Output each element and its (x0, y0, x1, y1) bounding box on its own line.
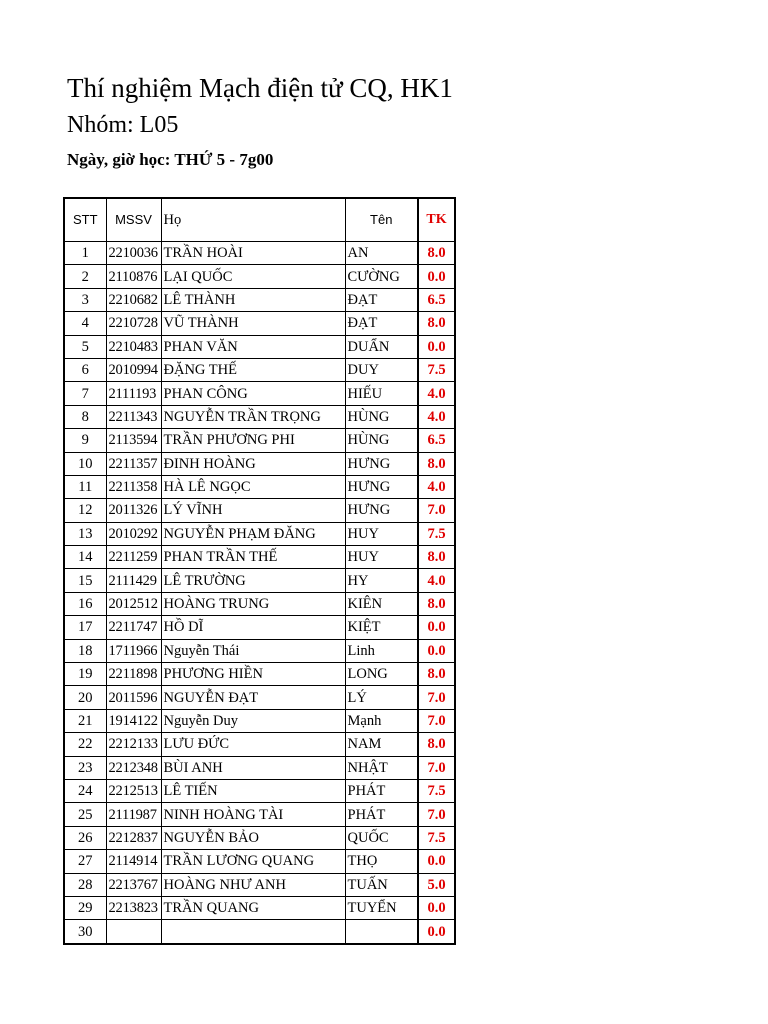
cell-ho: BÙI ANH (161, 756, 345, 779)
cell-ten: PHÁT (345, 779, 418, 802)
cell-stt: 10 (64, 452, 106, 475)
cell-stt: 6 (64, 358, 106, 381)
cell-ho: TRẦN LƯƠNG QUANG (161, 850, 345, 873)
table-row (64, 242, 455, 265)
table-row (64, 896, 455, 919)
table-row (64, 686, 455, 709)
header-ten: Tên (345, 198, 418, 242)
cell-ten: LÝ (345, 686, 418, 709)
cell-tk: 8.0 (418, 546, 455, 569)
cell-ten: THỌ (345, 850, 418, 873)
table-row (64, 382, 455, 405)
cell-mssv: 2010292 (106, 522, 161, 545)
table-row (64, 803, 455, 826)
cell-ho: HỒ DĨ (161, 616, 345, 639)
cell-stt: 1 (64, 242, 106, 265)
cell-ten: NHẬT (345, 756, 418, 779)
table-row (64, 920, 455, 944)
cell-ho: LẠI QUỐC (161, 265, 345, 288)
cell-ho: LÊ TIẾN (161, 779, 345, 802)
cell-tk: 7.0 (418, 709, 455, 732)
table-body (64, 242, 455, 944)
cell-ho: PHƯƠNG HIỀN (161, 663, 345, 686)
cell-stt: 9 (64, 429, 106, 452)
cell-ho (161, 920, 345, 944)
cell-tk: 0.0 (418, 639, 455, 662)
cell-stt: 28 (64, 873, 106, 896)
cell-ho: ĐINH HOÀNG (161, 452, 345, 475)
cell-mssv: 2213767 (106, 873, 161, 896)
cell-ten: ĐẠT (345, 312, 418, 335)
table-row (64, 709, 455, 732)
cell-ten: HƯNG (345, 499, 418, 522)
cell-stt: 11 (64, 475, 106, 498)
cell-ten: HƯNG (345, 452, 418, 475)
group-label: Nhóm: L05 (67, 112, 179, 138)
cell-tk: 4.0 (418, 569, 455, 592)
table-row (64, 779, 455, 802)
cell-tk: 0.0 (418, 616, 455, 639)
table-row (64, 405, 455, 428)
cell-stt: 21 (64, 709, 106, 732)
cell-ho: PHAN TRẦN THẾ (161, 546, 345, 569)
cell-ho: Nguyễn Thái (161, 639, 345, 662)
cell-mssv: 2212133 (106, 733, 161, 756)
cell-mssv: 2010994 (106, 358, 161, 381)
cell-ho: ĐẶNG THẾ (161, 358, 345, 381)
header-stt: STT (64, 198, 106, 242)
cell-tk: 6.5 (418, 288, 455, 311)
table-row (64, 499, 455, 522)
cell-tk: 4.0 (418, 475, 455, 498)
cell-mssv: 2111193 (106, 382, 161, 405)
table-row (64, 639, 455, 662)
table-row (64, 592, 455, 615)
cell-ten: HUY (345, 546, 418, 569)
cell-tk: 0.0 (418, 896, 455, 919)
cell-mssv: 2111987 (106, 803, 161, 826)
table-row (64, 873, 455, 896)
cell-mssv: 2211343 (106, 405, 161, 428)
cell-mssv: 2211898 (106, 663, 161, 686)
cell-ho: NGUYỄN TRẦN TRỌNG (161, 405, 345, 428)
cell-tk: 7.0 (418, 686, 455, 709)
cell-mssv: 2210036 (106, 242, 161, 265)
cell-tk: 7.5 (418, 826, 455, 849)
cell-tk: 4.0 (418, 405, 455, 428)
cell-stt: 8 (64, 405, 106, 428)
document-title-container (67, 72, 453, 104)
cell-mssv: 2210483 (106, 335, 161, 358)
cell-ho: VŨ THÀNH (161, 312, 345, 335)
cell-mssv: 2210682 (106, 288, 161, 311)
student-roster-table (63, 197, 456, 945)
table-row (64, 546, 455, 569)
cell-tk: 0.0 (418, 335, 455, 358)
cell-ho: LƯU ĐỨC (161, 733, 345, 756)
cell-ho: HOÀNG TRUNG (161, 592, 345, 615)
cell-ho: TRẦN PHƯƠNG PHI (161, 429, 345, 452)
cell-stt: 18 (64, 639, 106, 662)
cell-ten: ĐẠT (345, 288, 418, 311)
table-row (64, 335, 455, 358)
cell-stt: 3 (64, 288, 106, 311)
cell-mssv: 2011326 (106, 499, 161, 522)
cell-stt: 26 (64, 826, 106, 849)
table-header-row (64, 198, 455, 242)
cell-stt: 5 (64, 335, 106, 358)
cell-ten: HY (345, 569, 418, 592)
table-row (64, 429, 455, 452)
cell-ho: HOÀNG NHƯ ANH (161, 873, 345, 896)
cell-ho: NGUYỄN BẢO (161, 826, 345, 849)
table-row (64, 663, 455, 686)
cell-tk: 7.0 (418, 756, 455, 779)
cell-tk: 7.5 (418, 522, 455, 545)
cell-tk: 8.0 (418, 312, 455, 335)
cell-mssv (106, 920, 161, 944)
cell-tk: 0.0 (418, 850, 455, 873)
cell-tk: 7.5 (418, 779, 455, 802)
cell-mssv: 2211259 (106, 546, 161, 569)
cell-ten: Mạnh (345, 709, 418, 732)
cell-tk: 8.0 (418, 242, 455, 265)
cell-mssv: 2211747 (106, 616, 161, 639)
cell-ho: PHAN CÔNG (161, 382, 345, 405)
cell-stt: 27 (64, 850, 106, 873)
cell-tk: 4.0 (418, 382, 455, 405)
cell-tk: 5.0 (418, 873, 455, 896)
cell-tk: 6.5 (418, 429, 455, 452)
table-row (64, 475, 455, 498)
cell-ho: Nguyễn Duy (161, 709, 345, 732)
cell-ten: HIẾU (345, 382, 418, 405)
cell-mssv: 2012512 (106, 592, 161, 615)
cell-ten: PHÁT (345, 803, 418, 826)
cell-stt: 13 (64, 522, 106, 545)
cell-tk: 8.0 (418, 733, 455, 756)
table-row (64, 756, 455, 779)
cell-ten: HƯNG (345, 475, 418, 498)
cell-mssv: 1914122 (106, 709, 161, 732)
cell-mssv: 2211357 (106, 452, 161, 475)
table-row (64, 452, 455, 475)
cell-stt: 7 (64, 382, 106, 405)
cell-ten: DUY (345, 358, 418, 381)
cell-ten: Linh (345, 639, 418, 662)
cell-ten: CƯỜNG (345, 265, 418, 288)
cell-ten: HÙNG (345, 429, 418, 452)
cell-mssv: 1711966 (106, 639, 161, 662)
cell-ho: LÊ THÀNH (161, 288, 345, 311)
table-row (64, 312, 455, 335)
cell-stt: 24 (64, 779, 106, 802)
cell-mssv: 2114914 (106, 850, 161, 873)
cell-mssv: 2113594 (106, 429, 161, 452)
cell-mssv: 2011596 (106, 686, 161, 709)
cell-ho: NGUYỄN PHẠM ĐĂNG (161, 522, 345, 545)
cell-ho: TRẦN HOÀI (161, 242, 345, 265)
table-row (64, 850, 455, 873)
table-row (64, 522, 455, 545)
cell-mssv: 2213823 (106, 896, 161, 919)
cell-mssv: 2212513 (106, 779, 161, 802)
cell-ten: TUẤN (345, 873, 418, 896)
cell-stt: 30 (64, 920, 106, 944)
cell-tk: 8.0 (418, 592, 455, 615)
cell-ho: NINH HOÀNG TÀI (161, 803, 345, 826)
cell-ho: LÊ TRƯỜNG (161, 569, 345, 592)
cell-stt: 16 (64, 592, 106, 615)
cell-ho: HÀ LÊ NGỌC (161, 475, 345, 498)
cell-ho: LÝ VĨNH (161, 499, 345, 522)
cell-ho: NGUYỄN ĐẠT (161, 686, 345, 709)
cell-stt: 12 (64, 499, 106, 522)
cell-tk: 0.0 (418, 265, 455, 288)
cell-tk: 0.0 (418, 920, 455, 944)
cell-mssv: 2111429 (106, 569, 161, 592)
cell-stt: 29 (64, 896, 106, 919)
header-mssv: MSSV (106, 198, 161, 242)
header-ho: Họ (161, 198, 345, 242)
cell-ten: DUẨN (345, 335, 418, 358)
table-row (64, 358, 455, 381)
cell-mssv: 2110876 (106, 265, 161, 288)
cell-tk: 7.5 (418, 358, 455, 381)
cell-ten: KIỆT (345, 616, 418, 639)
cell-stt: 19 (64, 663, 106, 686)
cell-stt: 23 (64, 756, 106, 779)
cell-ten: NAM (345, 733, 418, 756)
cell-mssv: 2210728 (106, 312, 161, 335)
cell-ten: TUYỂN (345, 896, 418, 919)
table-row (64, 733, 455, 756)
cell-stt: 20 (64, 686, 106, 709)
table-row (64, 616, 455, 639)
cell-ten: LONG (345, 663, 418, 686)
cell-stt: 22 (64, 733, 106, 756)
cell-stt: 17 (64, 616, 106, 639)
cell-ho: PHAN VĂN (161, 335, 345, 358)
cell-stt: 4 (64, 312, 106, 335)
schedule-label: Ngày, giờ học: THỨ 5 - 7g00 (67, 150, 274, 169)
cell-ten: KIÊN (345, 592, 418, 615)
document-title: Thí nghiệm Mạch điện tử CQ, HK1 (67, 73, 453, 103)
cell-ten: HÙNG (345, 405, 418, 428)
table-row (64, 265, 455, 288)
cell-mssv: 2211358 (106, 475, 161, 498)
cell-mssv: 2212837 (106, 826, 161, 849)
cell-stt: 15 (64, 569, 106, 592)
table-row (64, 826, 455, 849)
cell-tk: 8.0 (418, 663, 455, 686)
cell-ten: AN (345, 242, 418, 265)
cell-ten (345, 920, 418, 944)
cell-tk: 8.0 (418, 452, 455, 475)
cell-stt: 2 (64, 265, 106, 288)
cell-tk: 7.0 (418, 499, 455, 522)
cell-ten: QUỐC (345, 826, 418, 849)
header-tk: TK (418, 198, 455, 242)
cell-ho: TRẦN QUANG (161, 896, 345, 919)
table-row (64, 288, 455, 311)
cell-stt: 14 (64, 546, 106, 569)
cell-stt: 25 (64, 803, 106, 826)
cell-mssv: 2212348 (106, 756, 161, 779)
table-row (64, 569, 455, 592)
cell-ten: HUY (345, 522, 418, 545)
cell-tk: 7.0 (418, 803, 455, 826)
